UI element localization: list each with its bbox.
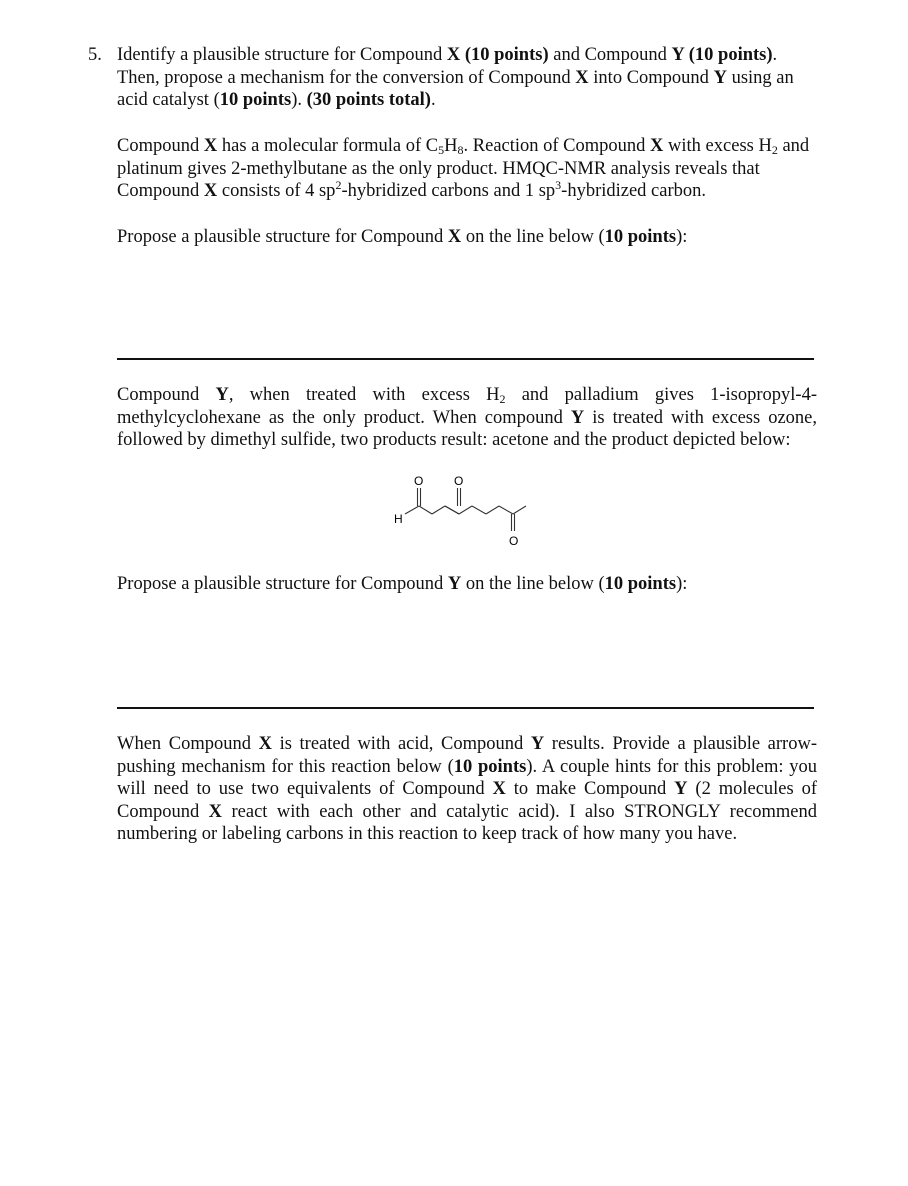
compound-y-description: Compound Y, when treated with excess $H_2$ and palladium gives 1-isopropyl-4-methylcyclohexane as the only product. When compound Y is treated with excess ozone, followed by dimethyl sulfide, two products result: acetone and the product depicted below: xyxy=(117,385,817,450)
compound-x-description: Compound X has a molecular formula of $C_5H_8$. Reaction of Compound X with excess $H_2$ and platinum gives 2-methylbutane as the only product. HMQC-NMR analysis reveals that Compound X consists of 4 $sp^2$-hybridized carbons and 1 $sp^3$-hybridized carbon. xyxy=(117,136,810,201)
bond xyxy=(472,506,486,514)
answer-line-y[interactable] xyxy=(117,707,814,709)
bond xyxy=(405,506,419,514)
question-intro: Identify a plausible structure for Compound X (10 points) and Compound Y (10 points). Then, propose a mechanism for the conversion of Compound X into Compound Y using an acid catalyst (10 points). (30 points total). xyxy=(117,45,794,110)
bond xyxy=(419,506,432,514)
question-number: 5. xyxy=(88,45,102,65)
prompt-compound-y: Propose a plausible structure for Compound Y on the line below (10 points): xyxy=(117,574,688,594)
oxygen-label-3: O xyxy=(509,534,519,548)
bond xyxy=(432,506,445,514)
ozonolysis-product-structure xyxy=(380,470,560,552)
bond xyxy=(445,506,459,514)
mechanism-instructions: When Compound X is treated with acid, Compound Y results. Provide a plausible arrow-pushing mechanism for this reaction below (10 points). A couple hints for this problem: you will need to use two equivalents of Compound X to make Compound Y (2 molecules of Compound X react with each other and catalytic acid). I also STRONGLY recommend numbering or labeling carbons in this reaction to keep track of how many you have. xyxy=(117,734,818,844)
hydrogen-label: H xyxy=(394,512,403,526)
bond xyxy=(486,506,499,514)
bond xyxy=(459,506,472,514)
bond xyxy=(499,506,513,514)
answer-line-x[interactable] xyxy=(117,358,814,360)
oxygen-label-2: O xyxy=(454,474,464,488)
prompt-compound-x: Propose a plausible structure for Compound X on the line below (10 points): xyxy=(117,227,688,247)
bond xyxy=(513,506,526,514)
oxygen-label-1: O xyxy=(414,474,424,488)
